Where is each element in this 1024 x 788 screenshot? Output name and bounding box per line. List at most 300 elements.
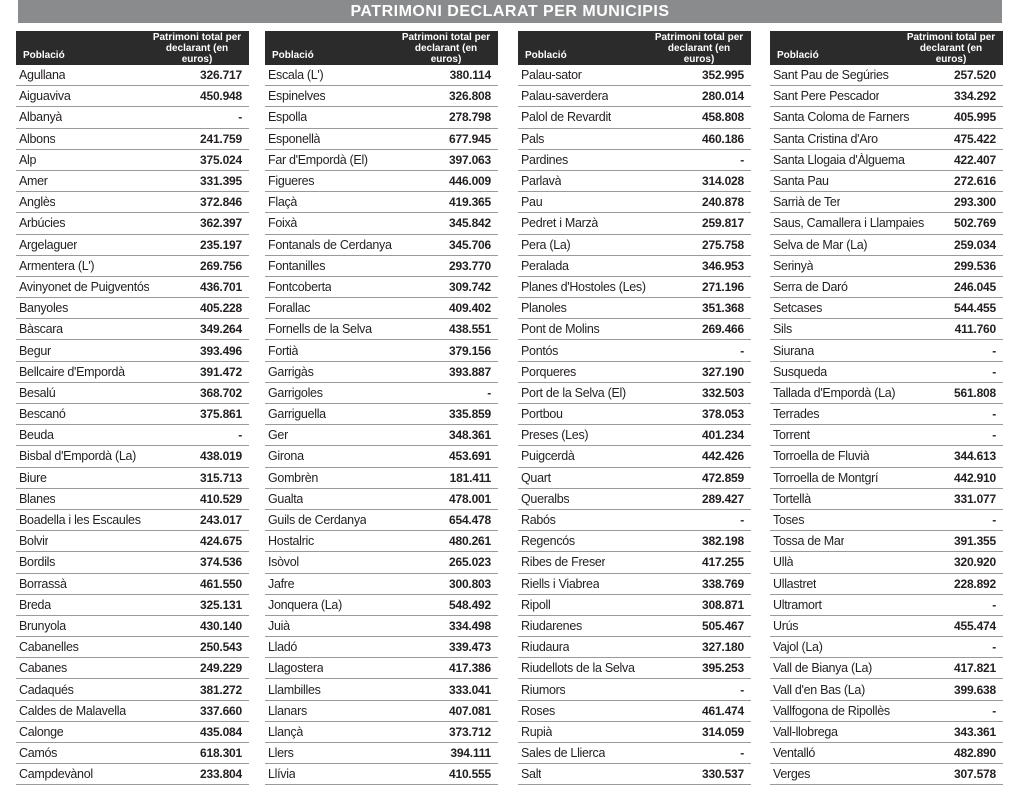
table-row	[16, 129, 249, 150]
patrimoni-value: 382.198	[702, 534, 744, 549]
municipality-name: Llançà	[268, 724, 304, 739]
municipality-name: Tortellà	[773, 491, 811, 506]
patrimoni-value: 419.365	[449, 195, 491, 210]
patrimoni-value: 436.701	[200, 279, 242, 294]
table-row	[518, 107, 751, 128]
patrimoni-value: 677.945	[449, 131, 491, 146]
municipality-name: Ultramort	[773, 597, 822, 612]
patrimoni-value: 334.292	[954, 89, 996, 104]
table-row	[518, 743, 751, 764]
patrimoni-value: 326.717	[200, 68, 242, 83]
municipality-name: Ger	[268, 428, 288, 443]
patrimoni-value: 278.798	[449, 110, 491, 125]
patrimoni-value: 362.397	[200, 216, 242, 231]
patrimoni-value: 320.920	[954, 555, 996, 570]
municipality-name: Vall d'en Bas (La)	[773, 682, 865, 697]
municipality-name: Serinyà	[773, 258, 814, 273]
table-row	[770, 362, 1003, 383]
municipality-name: Torroella de Fluvià	[773, 449, 870, 464]
municipality-name: Roses	[521, 703, 555, 718]
patrimoni-value: 442.910	[954, 470, 996, 485]
patrimoni-value: 338.769	[702, 576, 744, 591]
patrimoni-value: 349.264	[200, 322, 242, 337]
patrimoni-value: -	[740, 152, 744, 167]
municipality-name: Alp	[19, 152, 37, 167]
patrimoni-value: 337.660	[200, 703, 242, 718]
patrimoni-value: -	[992, 703, 996, 718]
table-row	[16, 383, 249, 404]
patrimoni-value: 346.953	[702, 258, 744, 273]
patrimoni-value: -	[740, 746, 744, 761]
table-row	[16, 595, 249, 616]
patrimoni-value: 461.550	[200, 576, 242, 591]
patrimoni-value: 293.300	[954, 195, 996, 210]
municipality-name: Rabós	[521, 513, 556, 528]
table-row	[265, 722, 498, 743]
municipality-name: Agullana	[19, 68, 66, 83]
table-row	[770, 150, 1003, 171]
patrimoni-value: 250.543	[200, 640, 242, 655]
municipality-name: Girona	[268, 449, 304, 464]
patrimoni-value: 394.111	[450, 746, 491, 761]
municipality-name: Port de la Selva (El)	[521, 385, 626, 400]
header-patrimoni: Patrimoni total per declarant (en euros)	[906, 31, 996, 65]
municipality-name: Pals	[521, 131, 545, 146]
table-row	[16, 362, 249, 383]
municipality-name: Boadella i les Escaules	[19, 513, 141, 528]
municipality-name: Saus, Camallera i Llampaies	[773, 216, 925, 231]
municipality-name: Banyoles	[19, 301, 69, 316]
table-row	[770, 86, 1003, 107]
patrimoni-value: 505.467	[702, 618, 744, 633]
municipality-name: Llambilles	[268, 682, 321, 697]
municipality-name: Siurana	[773, 343, 814, 358]
table-column-3	[518, 31, 751, 785]
table-row	[265, 531, 498, 552]
patrimoni-value: 480.261	[449, 534, 491, 549]
patrimoni-value: 430.140	[200, 618, 242, 633]
patrimoni-value: 240.878	[702, 195, 744, 210]
municipality-name: Riumors	[521, 682, 566, 697]
table-row	[770, 531, 1003, 552]
patrimoni-value: 280.014	[702, 89, 744, 104]
patrimoni-value: 269.756	[200, 258, 242, 273]
municipality-name: Llers	[268, 746, 294, 761]
municipality-name: Susqueda	[773, 364, 827, 379]
table-row	[770, 510, 1003, 531]
table-row	[518, 129, 751, 150]
table-row	[770, 701, 1003, 722]
table-row	[265, 340, 498, 361]
patrimoni-value: 654.478	[449, 513, 491, 528]
municipality-name: Brunyola	[19, 618, 66, 633]
municipality-name: Amer	[19, 174, 48, 189]
patrimoni-value: 299.536	[954, 258, 996, 273]
municipality-name: Juià	[268, 618, 290, 633]
municipality-name: Ventalló	[773, 746, 816, 761]
patrimoni-value: 293.770	[449, 258, 491, 273]
table-row	[16, 489, 249, 510]
municipality-name: Ullà	[773, 555, 794, 570]
municipality-name: Forallac	[268, 301, 311, 316]
municipality-name: Albanyà	[19, 110, 63, 125]
patrimoni-value: 333.041	[449, 682, 491, 697]
page-title: PATRIMONI DECLARAT PER MUNICIPIS	[18, 0, 1002, 23]
municipality-name: Santa Pau	[773, 174, 829, 189]
patrimoni-value: -	[740, 513, 744, 528]
patrimoni-value: -	[992, 513, 996, 528]
table-row	[265, 107, 498, 128]
table-row	[16, 298, 249, 319]
table-row	[518, 383, 751, 404]
patrimoni-value: 348.361	[449, 428, 491, 443]
table-row	[770, 319, 1003, 340]
patrimoni-value: 326.808	[449, 89, 491, 104]
table-row	[265, 404, 498, 425]
municipality-name: Sils	[773, 322, 792, 337]
municipality-name: Vall de Bianya (La)	[773, 661, 872, 676]
table-row	[770, 425, 1003, 446]
table-row	[265, 150, 498, 171]
municipality-name: Argelaguer	[19, 237, 78, 252]
table-row	[518, 277, 751, 298]
patrimoni-value: 327.190	[702, 364, 744, 379]
patrimoni-value: 435.084	[200, 724, 242, 739]
patrimoni-value: 272.616	[954, 174, 996, 189]
patrimoni-value: 409.402	[449, 301, 491, 316]
patrimoni-value: 344.613	[954, 449, 996, 464]
table-row	[16, 107, 249, 128]
patrimoni-value: -	[238, 428, 242, 443]
column-header	[518, 31, 751, 65]
table-row	[518, 171, 751, 192]
patrimoni-value: 618.301	[200, 746, 242, 761]
table-row	[265, 637, 498, 658]
municipality-name: Toses	[773, 513, 805, 528]
patrimoni-value: 271.196	[702, 279, 744, 294]
table-row	[265, 595, 498, 616]
table-row	[16, 658, 249, 679]
table-row	[265, 764, 498, 785]
table-row	[265, 65, 498, 86]
table-row	[16, 510, 249, 531]
municipality-name: Fornells de la Selva	[268, 322, 372, 337]
municipality-name: Torroella de Montgrí	[773, 470, 879, 485]
patrimoni-value: 275.758	[702, 237, 744, 252]
patrimoni-value: 381.272	[200, 682, 242, 697]
table-row	[16, 552, 249, 573]
patrimoni-value: -	[992, 428, 996, 443]
municipality-name: Fortià	[268, 343, 299, 358]
header-poblacio: Població	[23, 49, 65, 61]
municipality-name: Portbou	[521, 407, 563, 422]
table-row	[518, 65, 751, 86]
municipality-name: Espinelves	[268, 89, 326, 104]
municipality-name: Terrades	[773, 407, 820, 422]
table-row	[16, 722, 249, 743]
header-patrimoni: Patrimoni total per declarant (en euros)	[654, 31, 744, 65]
municipality-name: Anglès	[19, 195, 56, 210]
municipality-name: Pontós	[521, 343, 559, 358]
patrimoni-value: 393.887	[449, 364, 491, 379]
column-header	[16, 31, 249, 65]
municipality-name: Tossa de Mar	[773, 534, 845, 549]
patrimoni-value: 345.706	[449, 237, 491, 252]
patrimoni-value: 249.229	[200, 661, 242, 676]
table-row	[265, 362, 498, 383]
municipality-name: Jafre	[268, 576, 295, 591]
municipality-name: Salt	[521, 767, 542, 782]
patrimoni-value: 482.890	[954, 746, 996, 761]
patrimoni-value: 241.759	[200, 131, 242, 146]
municipality-name: Avinyonet de Puigventós	[19, 279, 150, 294]
patrimoni-value: 265.023	[449, 555, 491, 570]
patrimoni-value: -	[238, 110, 242, 125]
patrimoni-value: 314.059	[702, 724, 744, 739]
table-row	[770, 277, 1003, 298]
municipality-name: Planoles	[521, 301, 567, 316]
patrimoni-value: 405.995	[954, 110, 996, 125]
table-row	[265, 425, 498, 446]
patrimoni-value: -	[740, 682, 744, 697]
municipality-name: Riudellots de la Selva	[521, 661, 635, 676]
municipality-name: Cabanelles	[19, 640, 79, 655]
table-row	[265, 383, 498, 404]
patrimoni-value: 308.871	[702, 597, 744, 612]
municipality-name: Bordils	[19, 555, 56, 570]
patrimoni-value: 548.492	[449, 597, 491, 612]
patrimoni-value: 461.474	[702, 703, 744, 718]
table-row	[16, 256, 249, 277]
municipality-name: Palau-sator	[521, 68, 582, 83]
patrimoni-value: 181.411	[449, 470, 491, 485]
patrimoni-value: 269.466	[702, 322, 744, 337]
table-row	[770, 489, 1003, 510]
table-row	[16, 404, 249, 425]
table-row	[770, 340, 1003, 361]
table-row	[16, 531, 249, 552]
table-row	[16, 637, 249, 658]
municipality-name: Armentera (L')	[19, 258, 95, 273]
patrimoni-value: 314.028	[702, 174, 744, 189]
municipality-name: Verges	[773, 767, 811, 782]
table-row	[518, 86, 751, 107]
table-row	[16, 743, 249, 764]
patrimoni-value: 300.803	[449, 576, 491, 591]
table-row	[770, 107, 1003, 128]
patrimoni-value: 309.742	[449, 279, 491, 294]
patrimoni-value: 343.361	[954, 724, 996, 739]
municipality-name: Torrent	[773, 428, 810, 443]
municipality-name: Quart	[521, 470, 551, 485]
municipality-name: Ribes de Freser	[521, 555, 606, 570]
municipality-name: Selva de Mar (La)	[773, 237, 868, 252]
table-row	[770, 213, 1003, 234]
municipality-name: Pardines	[521, 152, 568, 167]
patrimoni-value: 417.821	[954, 661, 996, 676]
municipality-name: Arbúcies	[19, 216, 66, 231]
municipality-name: Bolvir	[19, 534, 49, 549]
table-row	[265, 489, 498, 510]
municipality-name: Bellcaire d'Empordà	[19, 364, 125, 379]
municipality-name: Fontcoberta	[268, 279, 332, 294]
patrimoni-value: 460.186	[702, 131, 744, 146]
patrimoni-value: 351.368	[702, 301, 744, 316]
patrimoni-value: -	[992, 640, 996, 655]
municipality-name: Besalú	[19, 385, 56, 400]
patrimoni-value: 458.808	[702, 110, 744, 125]
table-row	[518, 679, 751, 700]
municipality-name: Porqueres	[521, 364, 576, 379]
table-row	[16, 65, 249, 86]
table-row	[518, 150, 751, 171]
patrimoni-value: 374.536	[200, 555, 242, 570]
header-poblacio: Població	[525, 49, 567, 61]
municipality-name: Jonquera (La)	[268, 597, 342, 612]
municipality-name: Fontanilles	[268, 258, 326, 273]
municipality-name: Palau-saverdera	[521, 89, 609, 104]
patrimoni-value: 407.081	[449, 703, 491, 718]
table-row	[770, 192, 1003, 213]
table-row	[265, 319, 498, 340]
header-patrimoni: Patrimoni total per declarant (en euros)	[401, 31, 491, 65]
municipality-name: Esponellà	[268, 131, 321, 146]
municipality-name: Sant Pau de Segúries	[773, 68, 889, 83]
patrimoni-value: 375.024	[200, 152, 242, 167]
municipality-name: Garriguella	[268, 407, 326, 422]
patrimoni-value: 417.386	[449, 661, 491, 676]
patrimoni-value: 395.253	[702, 661, 744, 676]
table-row	[518, 637, 751, 658]
patrimoni-value: 352.995	[702, 68, 744, 83]
patrimoni-value: 330.537	[702, 767, 744, 782]
patrimoni-value: 411.760	[954, 322, 996, 337]
municipality-name: Santa Llogaia d'Àlguema	[773, 152, 905, 167]
patrimoni-value: 410.555	[449, 767, 491, 782]
table-column-2	[265, 31, 498, 785]
patrimoni-value: 502.769	[954, 216, 996, 231]
table-row	[16, 468, 249, 489]
table-row	[265, 171, 498, 192]
patrimoni-value: 246.045	[954, 279, 996, 294]
table-row	[16, 574, 249, 595]
table-row	[518, 425, 751, 446]
municipality-name: Sales de Llierca	[521, 746, 606, 761]
table-row	[518, 722, 751, 743]
municipality-name: Gualta	[268, 491, 304, 506]
table-row	[265, 658, 498, 679]
table-row	[265, 446, 498, 467]
table-row	[770, 171, 1003, 192]
table-row	[770, 298, 1003, 319]
municipality-name: Breda	[19, 597, 51, 612]
municipality-name: Pau	[521, 195, 543, 210]
patrimoni-value: 339.473	[449, 640, 491, 655]
table-row	[265, 679, 498, 700]
municipality-name: Peralada	[521, 258, 569, 273]
table-row	[518, 616, 751, 637]
table-row	[770, 404, 1003, 425]
table-row	[770, 574, 1003, 595]
table-row	[770, 468, 1003, 489]
municipality-name: Llívia	[268, 767, 296, 782]
table-row	[518, 574, 751, 595]
table-row	[518, 256, 751, 277]
table-row	[16, 679, 249, 700]
table-row	[16, 425, 249, 446]
municipality-name: Sarrià de Ter	[773, 195, 841, 210]
header-poblacio: Població	[777, 49, 819, 61]
table-row	[265, 213, 498, 234]
municipality-name: Biure	[19, 470, 47, 485]
patrimoni-value: 405.228	[200, 301, 242, 316]
patrimoni-value: 327.180	[702, 640, 744, 655]
municipality-name: Ripoll	[521, 597, 551, 612]
table-row	[16, 213, 249, 234]
table-row	[770, 129, 1003, 150]
table-row	[518, 468, 751, 489]
municipality-name: Garrigoles	[268, 385, 323, 400]
patrimoni-value: 478.001	[449, 491, 491, 506]
table-row	[770, 595, 1003, 616]
municipality-name: Aiguaviva	[19, 89, 71, 104]
patrimoni-value: 335.859	[449, 407, 491, 422]
municipality-name: Pera (La)	[521, 237, 571, 252]
table-row	[16, 701, 249, 722]
municipality-name: Lladó	[268, 640, 298, 655]
column-header	[265, 31, 498, 65]
patrimoni-value: 368.702	[200, 385, 242, 400]
patrimoni-value: 289.427	[702, 491, 744, 506]
patrimoni-value: 235.197	[200, 237, 242, 252]
table-row	[265, 277, 498, 298]
table-column-1	[16, 31, 249, 785]
table-row	[16, 319, 249, 340]
table-row	[16, 764, 249, 785]
municipality-name: Gombrèn	[268, 470, 319, 485]
table-row	[770, 743, 1003, 764]
table-row	[770, 658, 1003, 679]
table-row	[518, 340, 751, 361]
patrimoni-value: 331.395	[200, 174, 242, 189]
municipality-name: Tallada d'Empordà (La)	[773, 385, 896, 400]
patrimoni-value: 544.455	[954, 301, 996, 316]
patrimoni-value: 345.842	[449, 216, 491, 231]
patrimoni-value: 372.846	[200, 195, 242, 210]
municipality-name: Caldes de Malavella	[19, 703, 126, 718]
patrimoni-value: 438.551	[449, 322, 491, 337]
municipality-name: Cadaqués	[19, 682, 74, 697]
table-row	[770, 679, 1003, 700]
patrimoni-value: 257.520	[954, 68, 996, 83]
table-row	[265, 552, 498, 573]
table-row	[518, 701, 751, 722]
patrimoni-value: 307.578	[954, 767, 996, 782]
table-row	[16, 86, 249, 107]
patrimoni-value: 417.255	[702, 555, 744, 570]
municipality-name: Figueres	[268, 174, 315, 189]
table-row	[265, 510, 498, 531]
patrimoni-value: -	[992, 364, 996, 379]
table-row	[265, 192, 498, 213]
municipality-name: Espolla	[268, 110, 307, 125]
municipality-name: Garrigàs	[268, 364, 314, 379]
municipality-name: Santa Coloma de Farners	[773, 110, 910, 125]
municipality-name: Calonge	[19, 724, 64, 739]
table-row	[770, 616, 1003, 637]
table-row	[770, 256, 1003, 277]
patrimoni-value: -	[740, 343, 744, 358]
